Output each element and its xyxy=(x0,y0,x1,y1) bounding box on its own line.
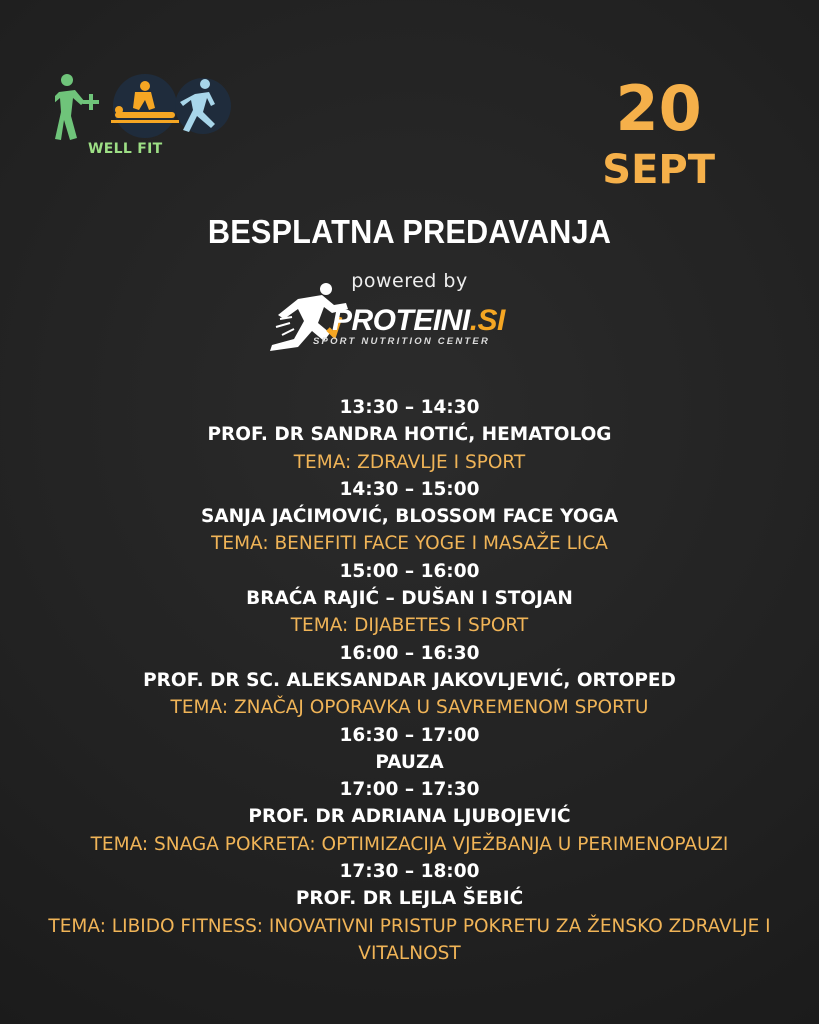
session-time: 17:30 – 18:00 xyxy=(339,861,480,883)
session-speaker: BRAĆA RAJIĆ – DUŠAN I STOJAN xyxy=(246,588,573,610)
session-time: 13:30 – 14:30 xyxy=(339,397,480,418)
massage-icon xyxy=(111,74,179,138)
session-topic: TEMA: ZNAČAJ OPORAVKA U SAVREMENOM SPORTU xyxy=(170,697,649,719)
date-month: SEPT xyxy=(602,147,715,193)
runner-icon xyxy=(175,78,231,134)
session-time: 15:00 – 16:00 xyxy=(339,560,480,582)
session-topic: TEMA: ZDRAVLJE I SPORT xyxy=(293,451,526,473)
sponsor-tagline: SPORT NUTRITION CENTER xyxy=(313,336,491,347)
event-date xyxy=(602,72,715,193)
session-topic: TEMA: DIJABETES I SPORT xyxy=(290,615,529,637)
date-day: 20 xyxy=(615,72,702,145)
sponsor-name: PROTEINI.SI xyxy=(332,304,505,337)
session-topic: TEMA: SNAGA POKRETA: OPTIMIZACIJA VJEŽBANJA U PERIMENOPAUZI xyxy=(90,833,729,855)
session-speaker: PROF. DR LEJLA ŠEBIĆ xyxy=(295,888,524,910)
page-title: BESPLATNA PREDAVANJA xyxy=(207,213,612,250)
logo-text: WELL FIT xyxy=(88,141,163,157)
session-topic: TEMA: LIBIDO FITNESS: INOVATIVNI PRISTUP POKRETU ZA ŽENSKO ZDRAVLJE I VITALNOST xyxy=(48,915,771,964)
session-speaker: PROF. DR ADRIANA LJUBOJEVIĆ xyxy=(248,806,571,828)
session-speaker: SANJA JAĆIMOVIĆ, BLOSSOM FACE YOGA xyxy=(200,506,619,528)
powered-by-label: powered by xyxy=(351,270,468,292)
session-time: 14:30 – 15:00 xyxy=(339,478,480,500)
health-figure-icon xyxy=(55,74,99,140)
session-speaker: PROF. DR SANDRA HOTIĆ, HEMATOLOG xyxy=(207,424,612,446)
session-speaker: PROF. DR SC. ALEKSANDAR JAKOVLJEVIĆ, ORTOPED xyxy=(143,669,676,691)
schedule xyxy=(30,394,789,967)
session-time: 16:30 – 17:00 xyxy=(339,724,480,746)
session-time: 16:00 – 16:30 xyxy=(339,642,480,664)
session-time: 17:00 – 17:30 xyxy=(339,779,480,801)
session-topic: TEMA: BENEFITI FACE YOGE I MASAŽE LICA xyxy=(211,533,608,555)
session-speaker: PAUZA xyxy=(375,751,444,773)
